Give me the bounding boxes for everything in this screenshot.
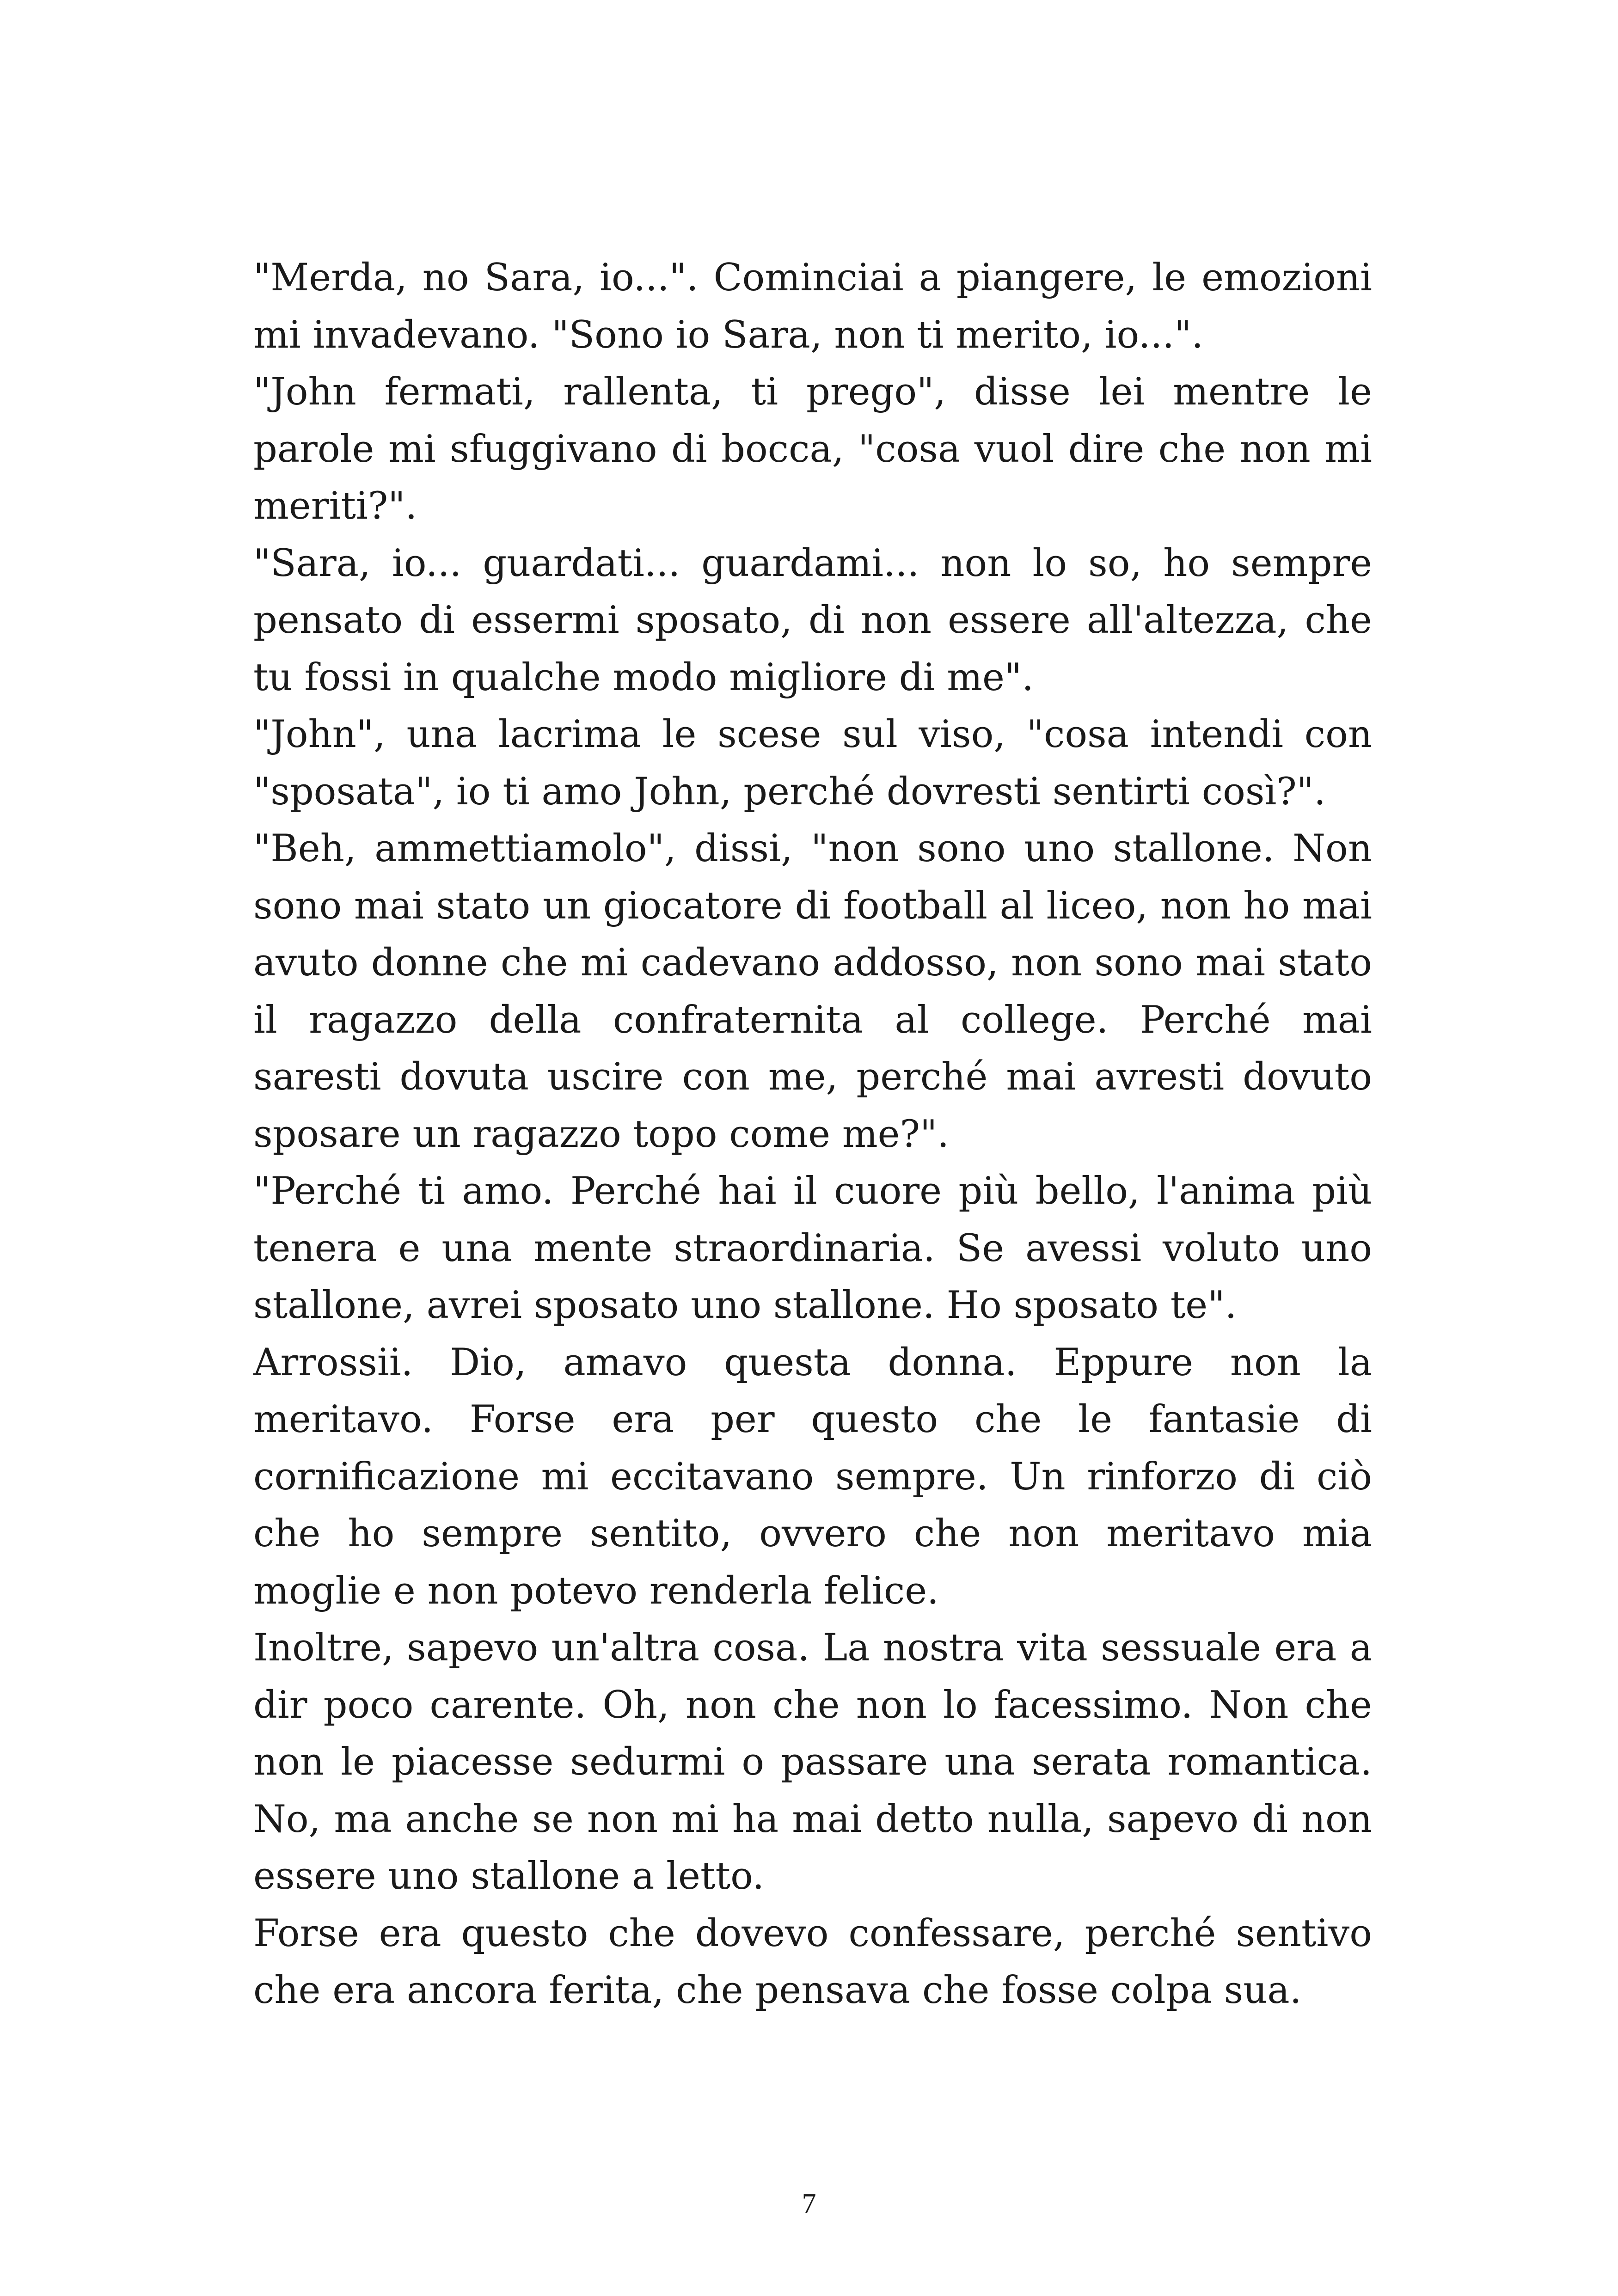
paragraph: Arrossii. Dio, amavo questa donna. Eppure non la meritavo. Forse era per questo che le fantasie di cornificazione mi eccitavano sempre. Un rinforzo di ciò che ho sempre sentito, ovvero che non meritavo mia moglie e non potevo renderla felice. [253,1341,1372,1613]
body-text [253,250,1372,2020]
paragraph: Forse era questo che dovevo confessare, perché sentivo che era ancora ferita, che pensava che fosse colpa sua. [253,1911,1372,2012]
paragraph: Inoltre, sapevo un'altra cosa. La nostra vita sessuale era a dir poco carente. Oh, non che non lo facessimo. Non che non le piacesse sedurmi o passare una serata romantica. No, ma anche se non mi ha mai detto nulla, sapevo di non essere uno stallone a letto. [253,1626,1372,1898]
paragraph: "Sara, io... guardati... guardami... non lo so, ho sempre pensato di essermi sposato, di non essere all'altezza, che tu fossi in qualche modo migliore di me". [253,541,1372,699]
page-number: 7 [802,2188,816,2220]
paragraph: "Perché ti amo. Perché hai il cuore più bello, l'anima più tenera e una mente straordinaria. Se avessi voluto uno stallone, avrei sposato uno stallone. Ho sposato te". [253,1169,1372,1327]
paragraph: "Merda, no Sara, io...". Cominciai a piangere, le emozioni mi invadevano. "Sono io Sara, non ti merito, io...". [253,256,1372,357]
paragraph: "John", una lacrima le scese sul viso, "cosa intendi con "sposata", io ti amo John, perché dovresti sentirti così?". [253,713,1372,814]
paragraph: "Beh, ammettiamolo", dissi, "non sono uno stallone. Non sono mai stato un giocatore di football al liceo, non ho mai avuto donne che mi cadevano addosso, non sono mai stato il ragazzo della confraternita al college. Perché mai saresti dovuta uscire con me, perché mai avresti dovuto sposare un ragazzo topo come me?". [253,827,1372,1156]
paragraph: "John fermati, rallenta, ti prego", disse lei mentre le parole mi sfuggivano di bocca, "cosa vuol dire che non mi meriti?". [253,370,1372,528]
